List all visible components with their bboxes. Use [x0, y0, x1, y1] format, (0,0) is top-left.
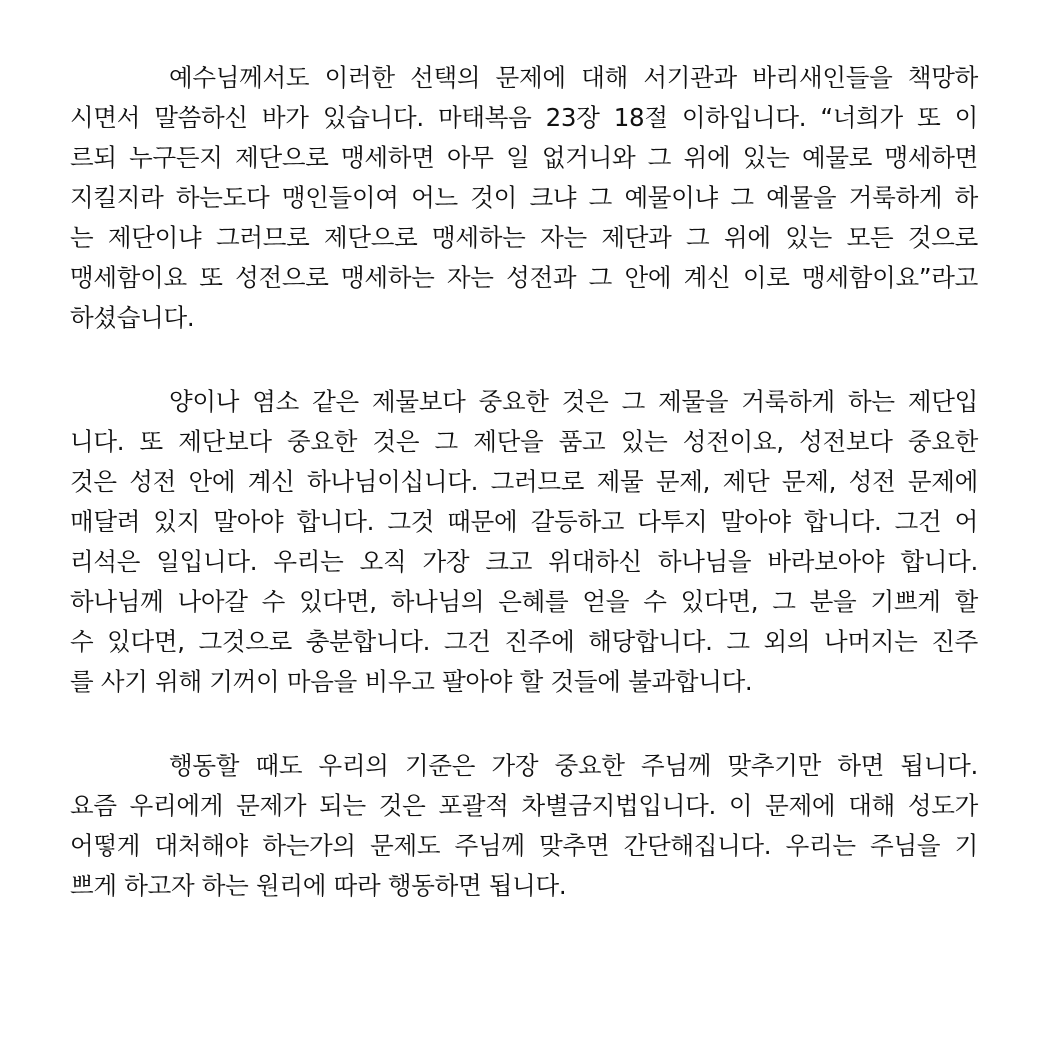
text-line: 어떻게 대처해야 하는가의 문제도 주님께 맞추면 간단해집니다. 우리는 주님을 기 [70, 831, 978, 860]
text-line: 를 사기 위해 기꺼이 마음을 비우고 팔아야 할 것들에 불과합니다. [70, 667, 753, 696]
text-line: 르되 누구든지 제단으로 맹세하면 아무 일 없거니와 그 위에 있는 예물로 맹세하면 [70, 143, 978, 172]
text-line: 는 제단이냐 그러므로 제단으로 맹세하는 자는 제단과 그 위에 있는 모든 것으로 [70, 223, 978, 252]
text-line: 리석은 일입니다. 우리는 오직 가장 크고 위대하신 하나님을 바라보아야 합니다. [70, 547, 978, 576]
paragraph-3 [70, 746, 978, 906]
paragraph-2 [70, 382, 978, 702]
text-line: 맹세함이요 또 성전으로 맹세하는 자는 성전과 그 안에 계신 이로 맹세함이요”라고 [70, 263, 978, 292]
text-line: 하나님께 나아갈 수 있다면, 하나님의 은혜를 얻을 수 있다면, 그 분을 기쁘게 할 [70, 587, 978, 616]
text-line: 지킬지라 하는도다 맹인들이여 어느 것이 크냐 그 예물이냐 그 예물을 거룩하게 하 [70, 183, 978, 212]
text-line: 행동할 때도 우리의 기준은 가장 중요한 주님께 맞추기만 하면 됩니다. [169, 751, 978, 780]
paragraph-1 [70, 58, 978, 338]
text-line: 니다. 또 제단보다 중요한 것은 그 제단을 품고 있는 성전이요, 성전보다 중요한 [70, 427, 978, 456]
document-page [70, 58, 978, 950]
text-line: 하셨습니다. [70, 303, 195, 332]
text-line: 매달려 있지 말아야 합니다. 그것 때문에 갈등하고 다투지 말아야 합니다. 그건 어 [70, 507, 978, 536]
text-line: 요즘 우리에게 문제가 되는 것은 포괄적 차별금지법입니다. 이 문제에 대해 성도가 [70, 791, 978, 820]
text-line: 쁘게 하고자 하는 원리에 따라 행동하면 됩니다. [70, 871, 567, 900]
text-line: 시면서 말씀하신 바가 있습니다. 마태복음 23장 18절 이하입니다. “너희가 또 이 [70, 103, 978, 132]
text-line: 수 있다면, 그것으로 충분합니다. 그건 진주에 해당합니다. 그 외의 나머지는 진주 [70, 627, 978, 656]
text-line: 양이나 염소 같은 제물보다 중요한 것은 그 제물을 거룩하게 하는 제단입 [169, 387, 978, 416]
text-line: 것은 성전 안에 계신 하나님이십니다. 그러므로 제물 문제, 제단 문제, 성전 문제에 [70, 467, 978, 496]
text-line: 예수님께서도 이러한 선택의 문제에 대해 서기관과 바리새인들을 책망하 [169, 63, 978, 92]
